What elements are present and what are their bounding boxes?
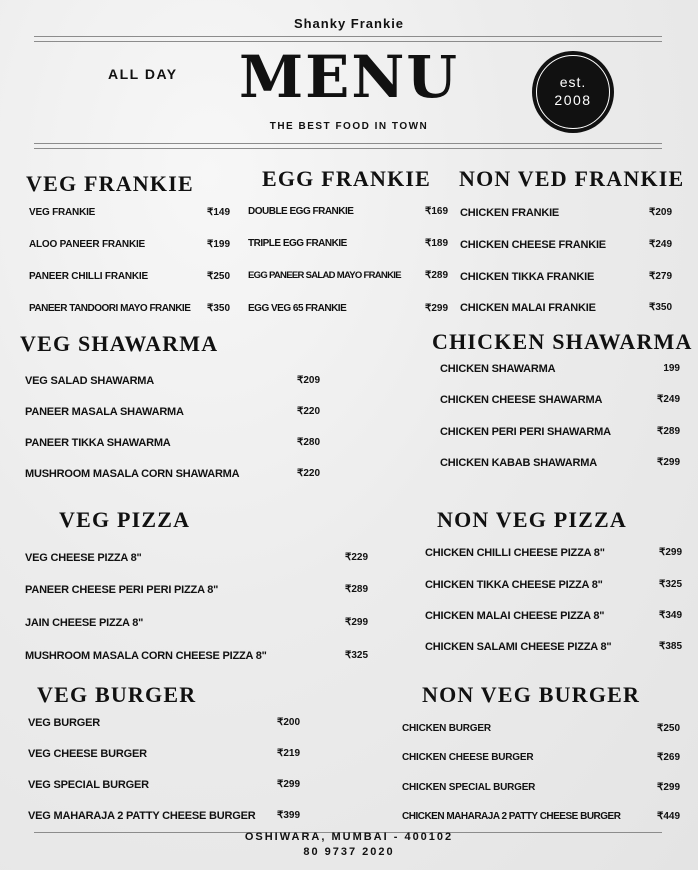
- item-price: ₹249: [648, 239, 672, 250]
- item-price: ₹209: [648, 207, 672, 218]
- section-title-non-veg-pizza: NON VEG PIZZA: [437, 507, 627, 532]
- section-title-non-veg-burger: NON VEG BURGER: [422, 682, 641, 707]
- section-title-veg-shawarma: VEG SHAWARMA: [20, 331, 219, 356]
- item-price: ₹280: [296, 437, 320, 448]
- item-price: ₹250: [656, 723, 680, 734]
- item-price: ₹229: [344, 552, 368, 563]
- item-price: ₹350: [206, 303, 230, 314]
- item-price: ₹299: [656, 782, 680, 793]
- menu-item: CHICKEN FRANKIE: [460, 207, 560, 219]
- menu-item: PANEER MASALA SHAWARMA: [25, 406, 184, 418]
- header-rule-top: [34, 36, 662, 37]
- menu-item: ALOO PANEER FRANKIE: [29, 239, 146, 250]
- menu-item: VEG MAHARAJA 2 PATTY CHEESE BURGER: [28, 810, 256, 822]
- menu-item: EGG PANEER SALAD MAYO FRANKIE: [248, 270, 401, 281]
- item-price: ₹299: [424, 303, 448, 314]
- menu-item: CHICKEN KABAB SHAWARMA: [440, 457, 597, 469]
- item-price: ₹325: [344, 650, 368, 661]
- item-price: 199: [663, 363, 680, 374]
- menu-item: MUSHROOM MASALA CORN CHEESE PIZZA 8": [25, 650, 267, 662]
- section-title-veg-frankie: VEG FRANKIE: [26, 171, 194, 196]
- tagline: THE BEST FOOD IN TOWN: [269, 121, 429, 132]
- item-price: ₹169: [424, 206, 448, 217]
- item-price: ₹289: [656, 426, 680, 437]
- menu-item: CHICKEN MALAI FRANKIE: [460, 302, 596, 314]
- item-price: ₹249: [656, 394, 680, 405]
- all-day-label: ALL DAY: [108, 66, 178, 82]
- menu-item: VEG FRANKIE: [29, 207, 96, 218]
- item-price: ₹449: [656, 811, 680, 822]
- item-price: ₹299: [276, 779, 300, 790]
- menu-item: VEG BURGER: [28, 717, 100, 729]
- brand-name: Shanky Frankie: [293, 16, 405, 31]
- menu-item: JAIN CHEESE PIZZA 8": [25, 617, 144, 629]
- menu-item: VEG SPECIAL BURGER: [28, 779, 149, 791]
- footer-phone: 80 9737 2020: [303, 846, 395, 858]
- item-price: ₹189: [424, 238, 448, 249]
- item-price: ₹299: [344, 617, 368, 628]
- menu-item: CHICKEN TIKKA CHEESE PIZZA 8": [425, 579, 603, 591]
- footer-address: OSHIWARA, MUMBAI - 400102: [244, 831, 454, 843]
- menu-item: CHICKEN CHEESE FRANKIE: [460, 239, 606, 251]
- item-price: ₹279: [648, 271, 672, 282]
- menu-item: CHICKEN SHAWARMA: [440, 363, 556, 375]
- header-rule-bottom-2: [34, 148, 662, 149]
- menu-item: DOUBLE EGG FRANKIE: [248, 206, 354, 217]
- item-price: ₹250: [206, 271, 230, 282]
- menu-item: CHICKEN CHILLI CHEESE PIZZA 8": [425, 547, 605, 559]
- menu-item: PANEER CHEESE PERI PERI PIZZA 8": [25, 584, 219, 596]
- item-price: ₹289: [344, 584, 368, 595]
- item-price: ₹200: [276, 717, 300, 728]
- menu-item: CHICKEN BURGER: [402, 723, 491, 734]
- menu-item: CHICKEN MAHARAJA 2 PATTY CHEESE BURGER: [402, 811, 621, 822]
- item-price: ₹299: [656, 457, 680, 468]
- item-price: ₹399: [276, 810, 300, 821]
- section-title-egg-frankie: EGG FRANKIE: [262, 166, 432, 191]
- item-price: ₹219: [276, 748, 300, 759]
- item-price: ₹199: [206, 239, 230, 250]
- menu-item: CHICKEN CHEESE SHAWARMA: [440, 394, 603, 406]
- badge-est: est.: [559, 74, 587, 90]
- menu-item: PANEER CHILLI FRANKIE: [29, 271, 148, 282]
- menu-item: VEG CHEESE PIZZA 8": [25, 552, 142, 564]
- menu-item: VEG SALAD SHAWARMA: [25, 375, 155, 387]
- item-price: ₹299: [658, 547, 682, 558]
- menu-item: CHICKEN PERI PERI SHAWARMA: [440, 426, 611, 438]
- item-price: ₹220: [296, 468, 320, 479]
- section-title-chicken-shawarma: CHICKEN SHAWARMA: [432, 329, 693, 354]
- header-rule-top-2: [34, 41, 662, 42]
- menu-item: CHICKEN SPECIAL BURGER: [402, 782, 536, 793]
- menu-title: MENU: [238, 43, 459, 111]
- section-title-veg-pizza: VEG PIZZA: [59, 507, 191, 532]
- item-price: ₹220: [296, 406, 320, 417]
- header-rule-bottom: [34, 143, 662, 144]
- item-price: ₹349: [658, 610, 682, 621]
- menu-item: CHICKEN SALAMI CHEESE PIZZA 8": [425, 641, 612, 653]
- menu-item: CHICKEN MALAI CHEESE PIZZA 8": [425, 610, 605, 622]
- menu-item: PANEER TIKKA SHAWARMA: [25, 437, 171, 449]
- menu-item: EGG VEG 65 FRANKIE: [248, 303, 347, 314]
- menu-item: PANEER TANDOORI MAYO FRANKIE: [29, 303, 191, 314]
- section-title-non-veg-frankie: NON VED FRANKIE: [459, 166, 685, 191]
- badge-year: 2008: [554, 92, 592, 108]
- section-title-veg-burger: VEG BURGER: [37, 682, 197, 707]
- item-price: ₹385: [658, 641, 682, 652]
- item-price: ₹209: [296, 375, 320, 386]
- menu-item: VEG CHEESE BURGER: [28, 748, 147, 760]
- menu-item: MUSHROOM MASALA CORN SHAWARMA: [25, 468, 240, 480]
- item-price: ₹269: [656, 752, 680, 763]
- menu-item: CHICKEN TIKKA FRANKIE: [460, 271, 595, 283]
- established-badge: [532, 51, 614, 133]
- item-price: ₹289: [424, 270, 448, 281]
- menu-item: CHICKEN CHEESE BURGER: [402, 752, 534, 763]
- item-price: ₹325: [658, 579, 682, 590]
- menu-item: TRIPLE EGG FRANKIE: [248, 238, 347, 249]
- item-price: ₹350: [648, 302, 672, 313]
- item-price: ₹149: [206, 207, 230, 218]
